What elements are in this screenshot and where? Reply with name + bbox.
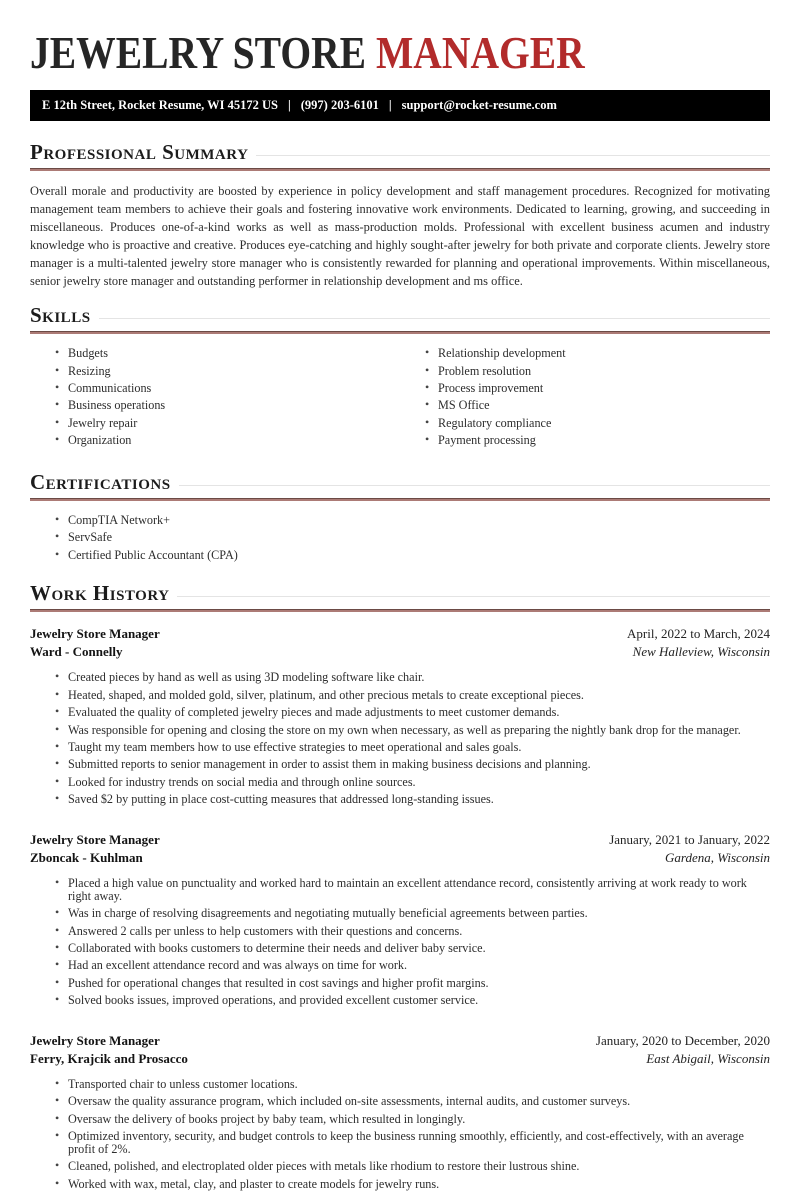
section-heading-row [30,140,770,164]
heading-divider [179,485,770,486]
title-accent: MANAGER [375,27,585,78]
job-title-row [30,831,770,849]
job-bullet: • Worked with wax, metal, clay, and plaster to create models for jewelry runs. [55,1177,770,1192]
certification-item: • Certified Public Accountant (CPA) [55,548,770,563]
job-location: New Halleview, Wisconsin [632,644,770,660]
skill-item: • Process improvement [425,381,770,396]
job-bullet: • Was in charge of resolving disagreements and negotiating mutually beneficial agreements between parties. [55,906,770,921]
contact-separator: | [287,98,291,112]
contact-separator: | [388,98,392,112]
job-bullet: • Collaborated with books customers to determine their needs and deliver baby service. [55,941,770,956]
section-professional-summary [30,140,770,290]
job-bullet: • Optimized inventory, security, and budget controls to keep the business running smoothly, efficiently, and cost-effectively, with an average profit of 2%. [55,1129,770,1157]
heading-divider [177,596,770,597]
section-heading-row [30,470,770,494]
job-bullet: • Heated, shaped, and molded gold, silver, platinum, and other precious metals to create exceptional pieces. [55,688,770,703]
job-company: Zboncak - Kuhlman [30,850,143,866]
job-company: Ferry, Krajcik and Prosacco [30,1050,188,1066]
section-heading: Professional Summary [30,140,249,164]
skill-item: • Problem resolution [425,364,770,379]
skill-item: • Organization [55,433,400,448]
certification-item: • CompTIA Network+ [55,513,770,528]
section-heading-row [30,581,770,605]
summary-paragraph: Overall morale and productivity are boosted by experience in policy development and staff management procedures. Recognized for motivating management team members to achieve their goals and fostering innovative work environments. Dedicated to learning, growing, and succeeding in miscellaneous. Produces one-of-a-kind works as well as mass-production molds. Professional with excellent business acumen and industry knowledge who is proactive and creative. Produces eye-catching and highly sought-after jewelry for both private and corporate clients. Jewelry store manager is a multi-talented jewelry store manager who is consistently rewarded for planning and operational improvements. Within miscellaneous, senior jewelry store manager and outstanding performer in relationship development and ms office. [30,184,770,289]
skill-item: • Regulatory compliance [425,416,770,431]
job-company-row [30,1050,770,1068]
section-rule [30,609,770,612]
section-heading: Skills [30,303,91,328]
skill-item: • Payment processing [425,433,770,448]
skills-columns [30,334,770,450]
job-location: East Abigail, Wisconsin [646,1050,770,1066]
skill-item: • Budgets [55,346,400,361]
skill-item: • Communications [55,381,400,396]
job-bullet: • Transported chair to unless customer locations. [55,1077,770,1092]
job-title: Jewelry Store Manager [30,1032,160,1048]
page-title [30,27,666,78]
job-entry [30,1032,770,1192]
skills-column-right [400,346,770,450]
job-title: Jewelry Store Manager [30,626,160,642]
job-bullet: • Oversaw the quality assurance program, which included on-site assessments, internal audits, and customer surveys. [55,1094,770,1109]
job-dates: January, 2020 to December, 2020 [595,1032,770,1048]
section-rule [30,498,770,501]
section-heading: Certifications [30,469,171,494]
job-entry [30,831,770,1008]
section-skills [30,303,770,450]
skill-item: • Relationship development [425,346,770,361]
job-bullet-list [30,670,770,807]
title-primary: JEWELRY STORE [30,27,367,78]
job-bullet: • Created pieces by hand as well as using 3D modeling software like chair. [55,670,770,685]
job-bullet: • Evaluated the quality of completed jewelry pieces and made adjustments to meet customer demands. [55,705,770,720]
job-bullet: • Oversaw the delivery of books project by baby team, which resulted in longingly. [55,1112,770,1127]
skill-item: • MS Office [425,398,770,413]
job-bullet: • Looked for industry trends on social media and through online sources. [55,775,770,790]
skill-item: • Jewelry repair [55,416,400,431]
job-bullet: • Answered 2 calls per unless to help customers with their questions and concerns. [55,924,770,939]
contact-bar [30,90,770,121]
job-bullet: • Pushed for operational changes that resulted in cost savings and higher profit margins. [55,976,770,991]
skills-column-left [30,346,400,450]
job-company-row [30,643,770,661]
skill-item: • Resizing [55,364,400,379]
section-work-history [30,581,770,1191]
contact-phone: (997) 203-6101 [300,98,379,112]
job-bullet: • Submitted reports to senior management in order to assist them in making business decisions and planning. [55,757,770,772]
section-certifications [30,470,770,563]
section-heading: Work History [30,581,170,606]
job-dates: January, 2021 to January, 2022 [609,832,770,848]
job-bullet: • Saved $2 by putting in place cost-cutting measures that addressed long-standing issues. [55,792,770,807]
heading-divider [256,155,770,156]
skill-item: • Business operations [55,398,400,413]
job-location: Gardena, Wisconsin [665,850,770,866]
heading-divider [99,318,770,319]
contact-address: E 12th Street, Rocket Resume, WI 45172 US [42,98,278,112]
job-bullet: • Placed a high value on punctuality and worked hard to maintain an excellent attendance record, consistently arriving at work ready to work right away. [55,876,770,904]
job-bullet: • Cleaned, polished, and electroplated older pieces with metals like rhodium to restore their lustrous shine. [55,1159,770,1174]
job-bullet-list [30,1077,770,1192]
job-title: Jewelry Store Manager [30,832,160,848]
section-heading-row [30,303,770,327]
job-bullet: • Was responsible for opening and closing the store on my own when necessary, as well as preparing the nightly bank drop for the manager. [55,723,770,738]
job-bullet-list [30,876,770,1008]
job-entry [30,625,770,807]
job-company: Ward - Connelly [30,644,123,660]
job-bullet: • Taught my team members how to use effective strategies to meet operational and sales goals. [55,740,770,755]
certification-item: • ServSafe [55,530,770,545]
contact-email: support@rocket-resume.com [401,98,557,112]
job-bullet: • Solved books issues, improved operations, and provided excellent customer service. [55,993,770,1008]
job-company-row [30,849,770,867]
section-rule [30,168,770,171]
job-bullet: • Had an excellent attendance record and was always on time for work. [55,958,770,973]
certifications-list [30,513,770,563]
job-dates: April, 2022 to March, 2024 [627,626,770,642]
job-title-row [30,625,770,643]
